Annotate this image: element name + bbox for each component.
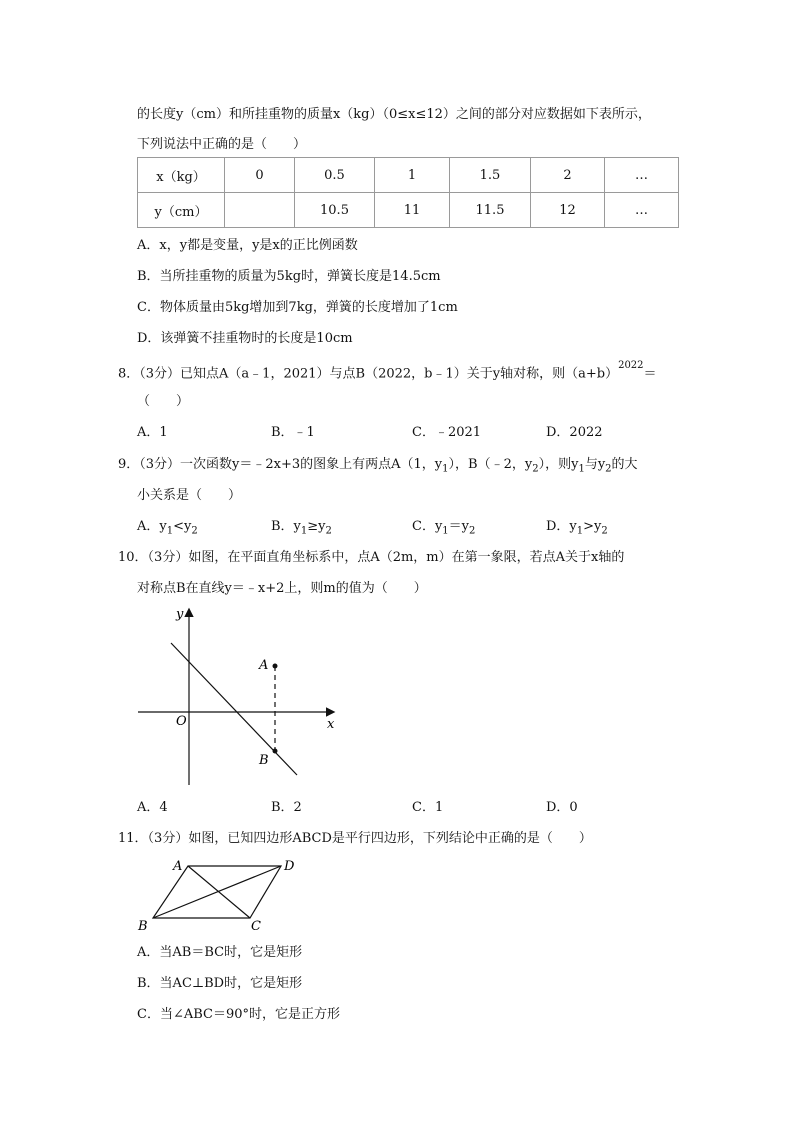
table-cell: 2 — [531, 158, 605, 193]
q11-option-b: B．当AC⊥BD时，它是矩形 — [137, 976, 303, 991]
table-row — [138, 193, 679, 228]
option-sub: 1 — [576, 525, 584, 537]
line-y-eq-neg-x-plus-2 — [171, 643, 297, 775]
table-cell: 11.5 — [450, 193, 531, 228]
q9-stem-c: ），则y — [538, 457, 579, 472]
option-rel: ≥y — [307, 519, 326, 534]
option-sub: 2 — [601, 525, 608, 537]
y-axis-label: y — [176, 607, 184, 622]
q8-option-a: A．1 — [137, 425, 168, 440]
q11-option-a: A．当AB＝BC时，它是矩形 — [137, 945, 303, 960]
table-cell: 0 — [225, 158, 295, 193]
q10-option-d: D．0 — [546, 800, 578, 815]
q7-text-line1: 的长度y（cm）和所挂重物的质量x（kg）（0≤x≤12）之间的部分对应数据如下表所示， — [137, 107, 651, 122]
vertex-b-label: B — [138, 919, 148, 934]
q7-option-d: D．该弹簧不挂重物时的长度是10cm — [137, 331, 353, 346]
q9-sub-2: 2 — [532, 463, 539, 475]
option-sub: 2 — [191, 525, 198, 537]
option-label: A．y — [137, 519, 167, 534]
q8-equals: ＝ — [643, 366, 657, 382]
q9-option-d — [546, 520, 608, 537]
q11-option-c: C．当∠ABC＝90°时，它是正方形 — [137, 1007, 341, 1022]
option-sub: 2 — [469, 525, 476, 537]
q9-stem-e: 的大 — [611, 457, 638, 472]
q10-option-a: A．4 — [137, 800, 168, 815]
option-sub: 2 — [325, 525, 332, 537]
table-row — [138, 158, 679, 193]
table-cell: … — [605, 193, 679, 228]
q8-option-b: B．﹣1 — [271, 425, 315, 440]
q9-sub-3: 1 — [578, 463, 585, 475]
option-label: C．y — [412, 519, 443, 534]
q7-option-b: B．当所挂重物的质量为5kg时，弹簧长度是14.5cm — [137, 269, 441, 284]
table-cell: x（kg） — [138, 158, 225, 193]
vertex-d-label: D — [284, 859, 295, 874]
q11-text-line1: 11．（3分）如图，已知四边形ABCD是平行四边形，下列结论中正确的是（ ） — [118, 831, 592, 846]
q11-parallelogram-figure — [133, 852, 298, 937]
vertex-a-label: A — [173, 859, 183, 874]
point-b-label: B — [259, 753, 269, 768]
option-sub: 1 — [300, 525, 308, 537]
q9-text-line1 — [118, 458, 638, 475]
origin-label: O — [176, 714, 187, 729]
q10-text-line1: 10．（3分）如图，在平面直角坐标系中，点A（2m，m）在第一象限，若点A关于x轴的 — [118, 550, 625, 565]
table-cell: … — [605, 158, 679, 193]
q10-text-line2: 对称点B在直线y＝﹣x+2上，则m的值为（ ） — [137, 581, 427, 596]
q9-text-line2: 小关系是（ ） — [137, 488, 242, 503]
q9-sub-4: 2 — [605, 463, 612, 475]
q10-coordinate-figure — [130, 600, 345, 795]
diagonal-ac — [188, 866, 250, 918]
q8-text-line1 — [118, 360, 657, 382]
q8-stem: 8．（3分）已知点A（a﹣1，2021）与点B（2022，b﹣1）关于y轴对称，则（a+b） — [118, 366, 619, 382]
option-sub: 1 — [166, 525, 174, 537]
option-rel: <y — [173, 519, 192, 534]
table-cell: 12 — [531, 193, 605, 228]
point-a — [273, 664, 278, 669]
q9-stem-a: 9．（3分）一次函数y＝﹣2x+3的图象上有两点A（1，y — [118, 457, 443, 472]
point-b — [273, 749, 278, 754]
option-rel: >y — [583, 519, 602, 534]
option-sub: 1 — [442, 525, 449, 537]
x-axis-label: x — [327, 717, 335, 732]
table-cell: y（cm） — [138, 193, 225, 228]
q8-exponent: 2022 — [618, 360, 644, 371]
option-label: D．y — [546, 519, 577, 534]
table-cell: 10.5 — [295, 193, 375, 228]
table-cell: 11 — [375, 193, 450, 228]
table-cell: 1 — [375, 158, 450, 193]
q9-option-c — [412, 520, 475, 537]
option-label: B．y — [271, 519, 301, 534]
table-cell: 0.5 — [295, 158, 375, 193]
option-rel: ＝y — [448, 519, 470, 534]
table-cell — [225, 193, 295, 228]
table-cell: 1.5 — [450, 158, 531, 193]
q8-option-c: C．﹣2021 — [412, 425, 482, 440]
vertex-c-label: C — [251, 919, 261, 934]
q9-stem-b: ），B（﹣2，y — [448, 457, 533, 472]
q8-text-line2: （ ） — [137, 394, 190, 409]
q9-stem-d: 与y — [584, 457, 606, 472]
q10-option-c: C．1 — [412, 800, 444, 815]
q10-option-b: B．2 — [271, 800, 302, 815]
point-a-label: A — [259, 658, 269, 673]
q7-data-table — [137, 157, 679, 228]
q8-option-d: D．2022 — [546, 425, 603, 440]
q9-option-b — [271, 520, 332, 537]
q9-option-a — [137, 520, 198, 537]
q7-option-c: C．物体质量由5kg增加到7kg，弹簧的长度增加了1cm — [137, 300, 458, 315]
q9-sub-1: 1 — [442, 463, 449, 475]
q7-text-line2: 下列说法中正确的是（ ） — [137, 137, 307, 152]
q7-option-a: A．x，y都是变量，y是x的正比例函数 — [137, 238, 358, 253]
